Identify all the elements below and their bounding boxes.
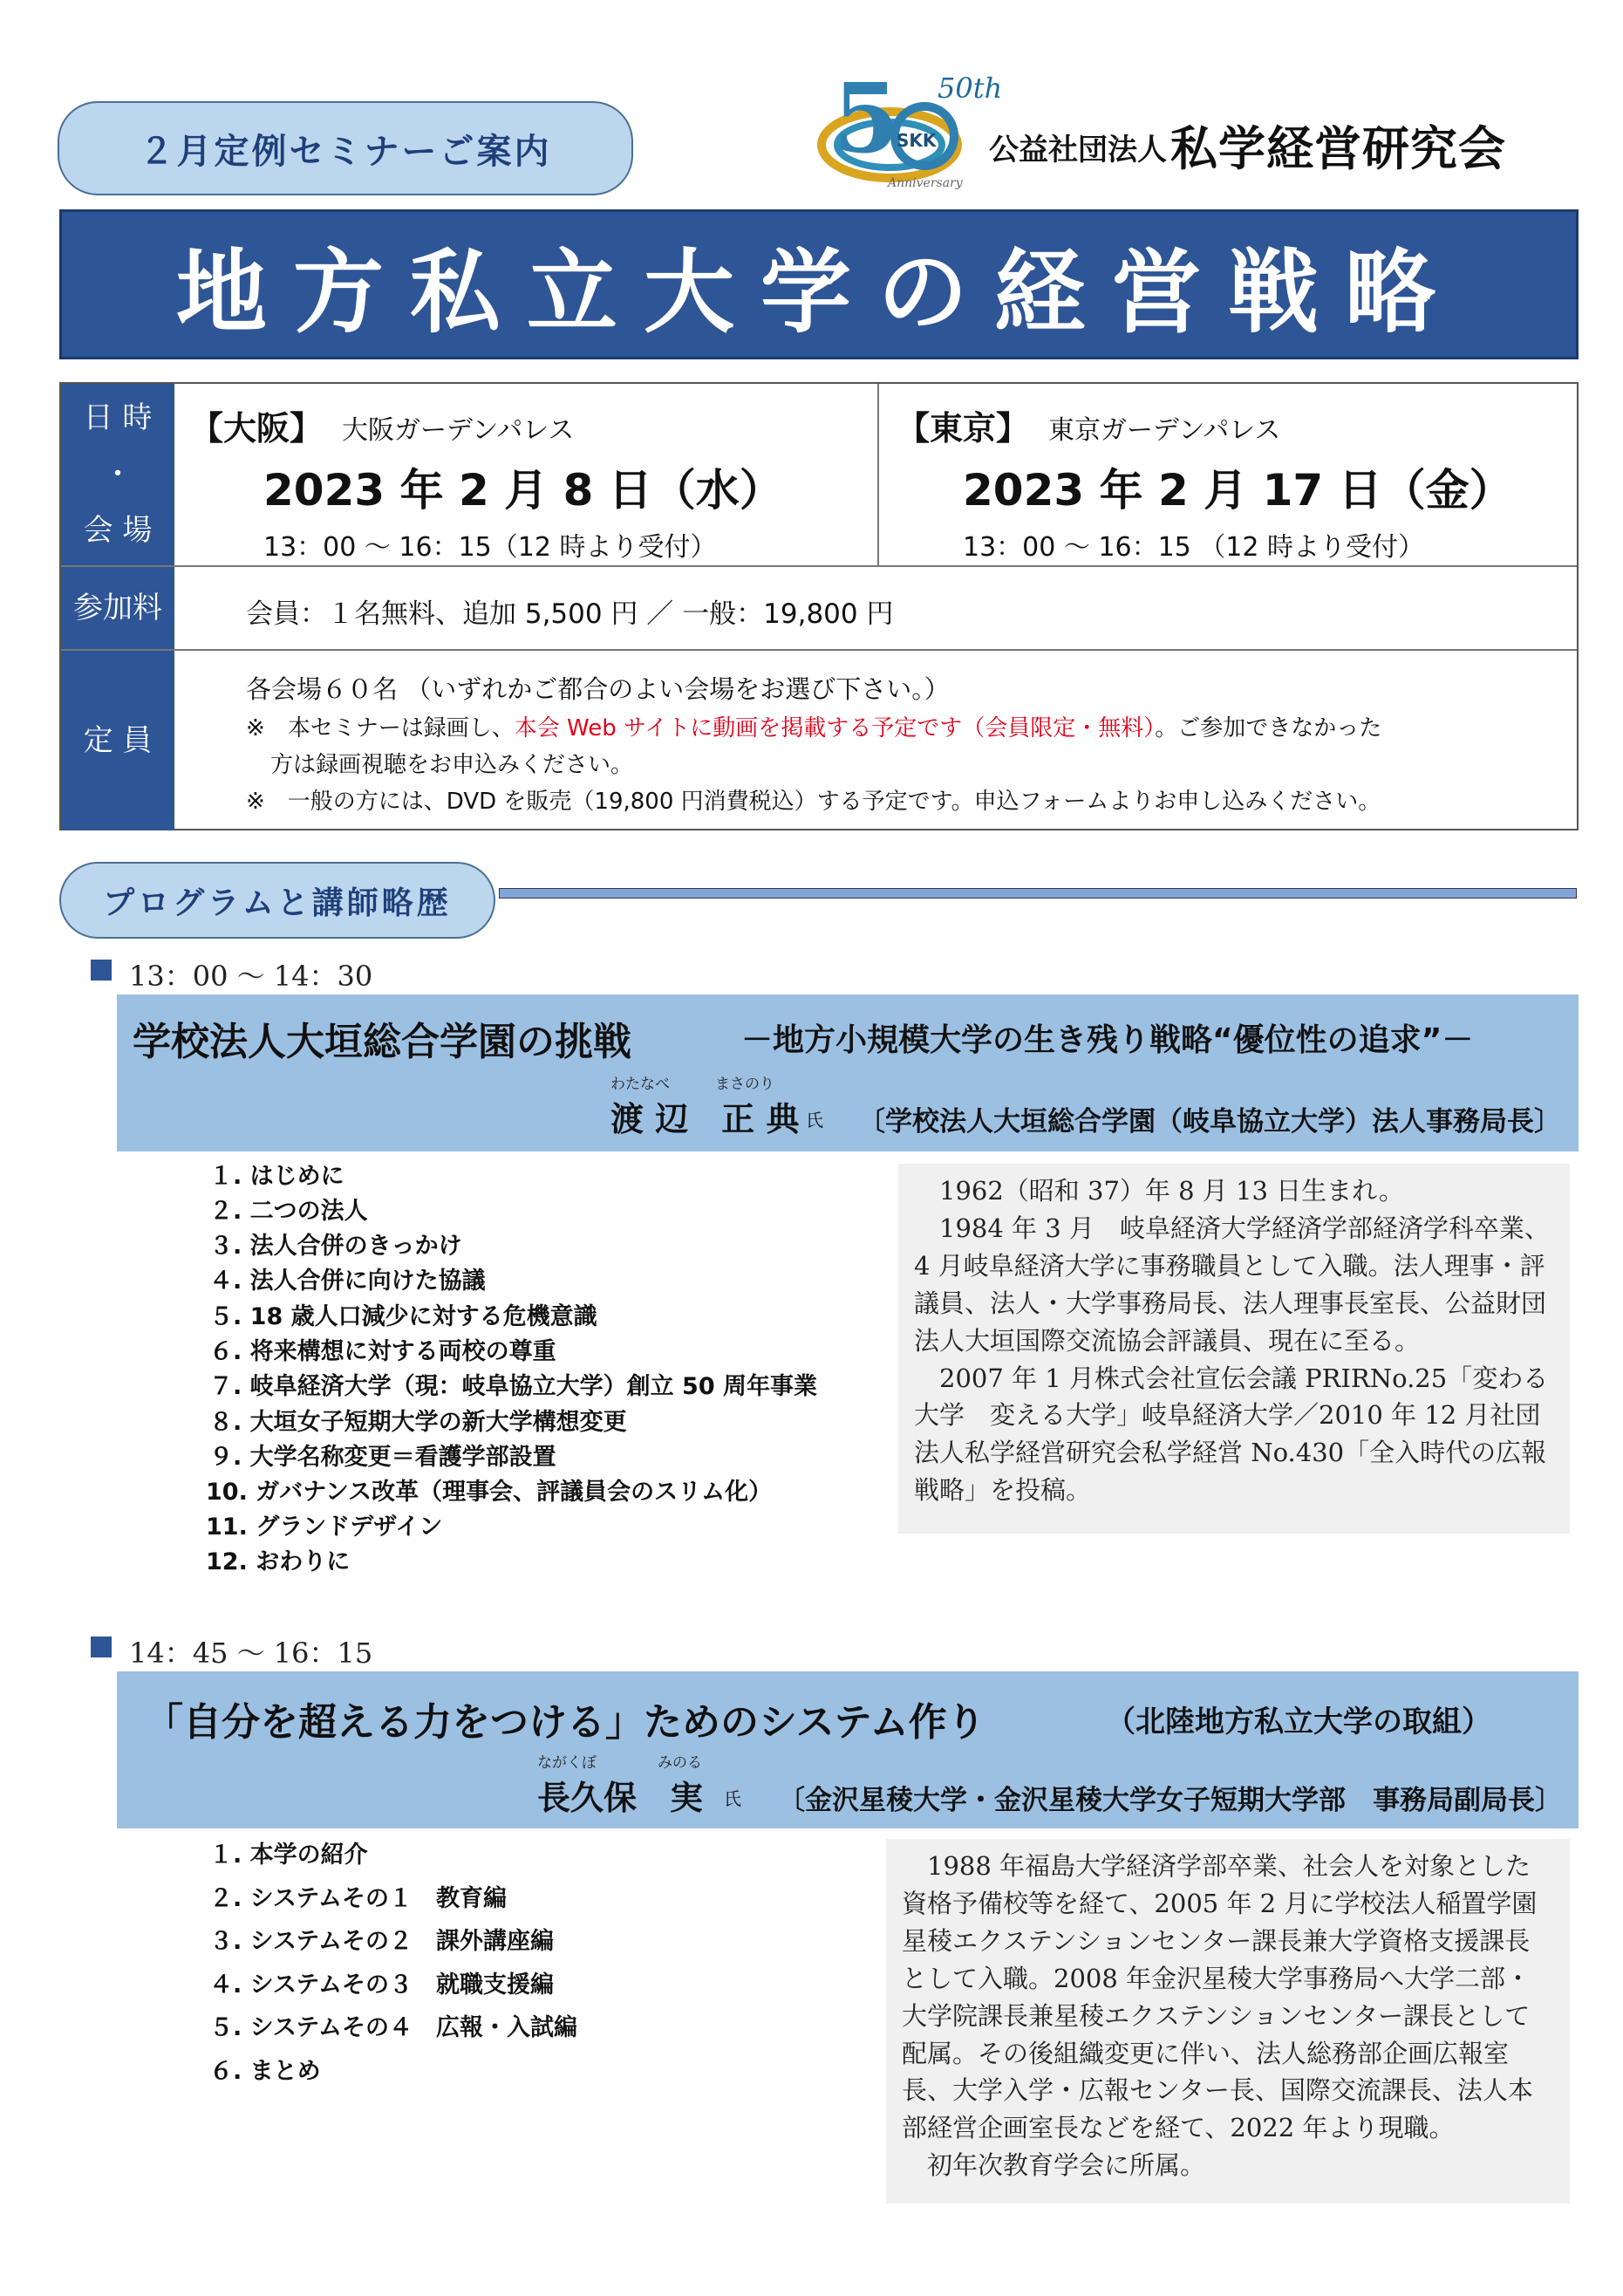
anniversary-emblem-icon: [785, 62, 1003, 195]
list-item: 11. グランドデザイン: [206, 1514, 443, 1541]
datetime-venue-label: [61, 384, 174, 567]
session1-bullet-icon: [91, 960, 112, 981]
list-item: ３. システムその２ 課外講座編: [209, 1928, 554, 1955]
list-item: ６. まとめ: [209, 2058, 321, 2085]
osaka-venue: 大阪ガーデンパレス: [342, 415, 575, 446]
session1-time: 13：00 ～ 14：30: [129, 960, 373, 993]
session2-banner: [117, 1671, 1579, 1828]
org-prefix: 公益社団法人: [989, 133, 1167, 167]
session1-ruby-given: まさのり: [715, 1076, 774, 1093]
osaka-time: 13：00 ～ 16：15（12 時より受付）: [263, 532, 717, 563]
list-item: ７. 岐阜経済大学（現：岐阜協立大学）創立 50 周年事業: [209, 1373, 818, 1400]
program-heading: プログラムと講師略歴: [59, 862, 495, 939]
tokyo-date: 2023 年 2 月 17 日（金）: [963, 465, 1513, 516]
emblem-inner-text: SKK: [897, 130, 937, 151]
fee-text: 会員：１名無料、追加 5,500 円 ／ 一般：19,800 円: [246, 598, 894, 630]
list-item: ８. 大垣女子短期大学の新大学構想変更: [209, 1409, 627, 1436]
capacity-text: 各会場６０名 （いずれかご都合のよい会場をお選び下さい。）: [246, 674, 950, 704]
session2-bio: [886, 1839, 1570, 2204]
venue-divider: [877, 384, 879, 565]
org-name: 私学経営研究会: [1170, 121, 1506, 176]
tokyo-bracket: 【東京】: [897, 409, 1030, 448]
session2-subtitle: （北陸地方私立大学の取組）: [1106, 1705, 1491, 1739]
session1-title: 学校法人大垣総合学園の挑戦: [133, 1020, 631, 1064]
list-item: ９. 大学名称変更＝看護学部設置: [209, 1444, 556, 1471]
session2-outline: [209, 1835, 872, 2097]
session2-title: 「自分を超える力をつける」ためのシステム作り: [145, 1700, 985, 1745]
emblem-sub-text: Anniversary: [888, 176, 963, 190]
osaka-bracket: 【大阪】: [190, 409, 324, 448]
page-title: [59, 209, 1579, 359]
seminar-pill-label: ２月定例セミナーご案内: [139, 131, 552, 172]
datetime-label-3: 会 場: [83, 513, 153, 549]
recording-note: ※ 本セミナーは録画し、本会 Web サイトに動画を掲載する予定です（会員限定・無料）。ご参加できなかった: [246, 715, 1382, 741]
session1-ruby-family: わたなべ: [610, 1076, 670, 1093]
datetime-label-2: ・: [103, 456, 133, 492]
emblem-th-text: 50th: [938, 72, 1003, 105]
bio-paragraph: 初年次教育学会に所属。: [927, 2150, 1206, 2181]
program-rule: [499, 888, 1577, 899]
dvd-note: ※ 一般の方には、DVD を販売（19,800 円消費税込）する予定です。申込フォームよりお申し込みください。: [246, 789, 1381, 815]
session2-time: 14：45 ～ 16：15: [129, 1637, 373, 1670]
org-logo: [785, 62, 1587, 195]
session2-ruby-given: みのる: [658, 1754, 702, 1772]
session2-ruby-family: ながくぼ: [537, 1754, 597, 1772]
recording-note-highlight: 本会 Web サイトに動画を掲載する予定です（会員限定・無料）: [514, 715, 1156, 741]
svg-text:5: 5: [833, 62, 900, 174]
session1-affiliation: 〔学校法人大垣総合学園（岐阜協立大学）法人事務局長〕: [858, 1106, 1561, 1138]
fee-label: 参加料: [61, 567, 174, 651]
session2-honorific: 氏: [724, 1788, 741, 1809]
seminar-pill: [58, 101, 633, 195]
session2-speaker: 長久保 実: [537, 1779, 704, 1817]
page-title-text: 地方私立大学の経営戦略: [175, 239, 1462, 345]
list-item: ６. 将来構想に対する両校の尊重: [209, 1338, 556, 1365]
list-item: ４. 法人合併に向けた協議: [209, 1268, 486, 1295]
recording-note-cont: 方は録画視聴をお申込みください。: [270, 752, 634, 778]
list-item: 12. おわりに: [206, 1548, 351, 1575]
capacity-label: 定 員: [61, 651, 174, 830]
osaka-date: 2023 年 2 月 8 日（水）: [263, 465, 783, 516]
session1-banner: [117, 994, 1579, 1151]
list-item: １. はじめに: [209, 1163, 344, 1190]
list-item: ４. システムその３ 就職支援編: [209, 1971, 554, 1999]
session1-outline: [206, 1157, 872, 1575]
session1-bio: [898, 1164, 1570, 1534]
list-item: 10. ガバナンス改革（理事会、評議員会のスリム化）: [206, 1479, 773, 1506]
bio-paragraph: 1984 年 3 月 岐阜経済大学経済学部経済学科卒業、4 月岐阜経済大学に事務職員として入職。法人理事・評議員、法人・大学事務局長、法人理事長室長、公益財団法人大垣国際交流協会評議員、現在に至る。: [914, 1213, 1550, 1356]
list-item: ２. システムその１ 教育編: [209, 1885, 507, 1912]
session1-speaker: 渡 辺 正 典: [610, 1100, 800, 1138]
list-item: １. 本学の紹介: [209, 1842, 368, 1869]
list-item: ５. 18 歳人口減少に対する危機意識: [209, 1303, 597, 1330]
session1-subtitle: －地方小規模大学の生き残り戦略“優位性の追求”－: [741, 1022, 1474, 1058]
bio-paragraph: 2007 年 1 月株式会社宣伝会議 PRIRNo.25「変わる大学 変える大学」岐阜経済大学／2010 年 12 月社団法人私学経営研究会私学経営 No.430「全入時代の広報戦略」を投稿。: [914, 1363, 1549, 1506]
datetime-label-1: 日 時: [83, 400, 153, 436]
session2-affiliation: 〔金沢星稜大学・金沢星稜大学女子短期大学部 事務局副局長〕: [778, 1785, 1562, 1816]
list-item: ５. システムその４ 広報・入試編: [209, 2014, 577, 2041]
session2-bullet-icon: [91, 1637, 112, 1657]
list-item: ３. 法人合併のきっかけ: [209, 1233, 462, 1260]
bio-paragraph: 1962（昭和 37）年 8 月 13 日生まれ。: [939, 1176, 1404, 1206]
tokyo-time: 13：00 ～ 16：15 （12 時より受付）: [963, 532, 1425, 563]
session1-honorific: 氏: [806, 1110, 823, 1131]
tokyo-venue: 東京ガーデンパレス: [1048, 415, 1281, 446]
list-item: ２. 二つの法人: [209, 1198, 368, 1225]
bio-paragraph: 1988 年福島大学経済学部卒業、社会人を対象とした資格予備校等を経て、2005 年 2 月に学校法人稲置学園星稜エクステンションセンター課長兼大学資格支援課長として入職。2008 年金沢星稜大学事務局へ大学二部・大学院課長兼星稜エクステンションセンター課長として配属。その後組織変更に伴い、法人総務部企画広報室長、大学入学・広報センター長、国際交流課長、法人本部経営企画室長などを経て、2022 年より現職。: [902, 1851, 1538, 2143]
info-table: [59, 382, 1579, 830]
